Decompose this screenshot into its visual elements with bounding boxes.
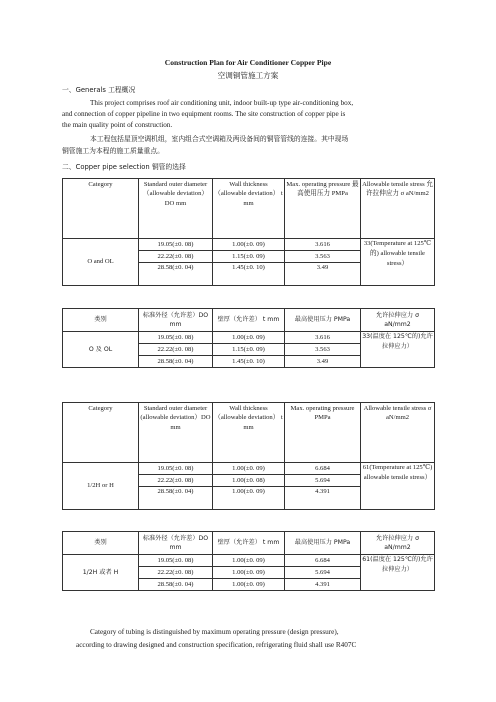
table-cell: 1.15(±0. 09) bbox=[213, 251, 285, 263]
table-header: Standard outer diameter (allowable deviation）DO mm bbox=[139, 403, 213, 463]
paragraph-line: the main quality point of construction. bbox=[62, 121, 173, 129]
table-cell: 1.15(±0. 09) bbox=[213, 344, 285, 356]
table-stress: 61(温度在 125℃的)允许拉伸应力） bbox=[361, 555, 435, 591]
table-header: 允许拉伸应力 σ aN/mm2 bbox=[361, 309, 435, 332]
pipe-table-chinese-h bbox=[62, 531, 435, 591]
table-cell: 1.00(±0. 09) bbox=[213, 567, 285, 579]
table-header: 类别 bbox=[63, 532, 139, 555]
table-cell: 28.58(±0. 04) bbox=[139, 487, 213, 510]
table-cell: 1.00(±0. 08) bbox=[213, 475, 285, 487]
paragraph-line: This project comprises roof air conditioning unit, indoor built-up type air-conditioning box, bbox=[90, 99, 354, 107]
table-cell: 6.684 bbox=[285, 463, 361, 475]
paragraph-line: and connection of copper pipeline in two equipment rooms. The site construction of copper pipe is bbox=[62, 110, 346, 118]
table-header: 标准外径（允许差）DO mm bbox=[139, 532, 213, 555]
table-header: Allowable tensile stress σ aN/mm2 bbox=[361, 403, 435, 463]
footer-text-line: according to drawing designed and construction specification, refrigerating fluid shall use R407C bbox=[76, 641, 357, 649]
table-cell: 22.22(±0. 08) bbox=[139, 251, 213, 263]
document-subtitle: 空调铜管施工方案 bbox=[217, 71, 279, 80]
table-cell: 19.05(±0. 08) bbox=[139, 332, 213, 344]
table-cell: 19.05(±0. 08) bbox=[139, 239, 213, 251]
table-stress: 61(Temperature at 125℃) allowable tensile stress） bbox=[361, 463, 435, 510]
table-header: Category bbox=[63, 179, 139, 239]
table-cell: 5.694 bbox=[285, 475, 361, 487]
table-cell: 3.616 bbox=[285, 332, 361, 344]
table-header: 最高使用压力 PMPa bbox=[285, 309, 361, 332]
pipe-table-chinese-o bbox=[62, 308, 435, 368]
table-header: 允许拉伸应力 σ aN/mm2 bbox=[361, 532, 435, 555]
table-category: O 及 OL bbox=[63, 332, 139, 368]
table-cell: 1.00(±0. 09) bbox=[213, 239, 285, 251]
table-cell: 22.22(±0. 08) bbox=[139, 475, 213, 487]
table-header: 壁厚（允许差） t mm bbox=[213, 532, 285, 555]
table-stress: 33(Temperature at 125℃的) allowable tensile stress） bbox=[361, 239, 435, 286]
table-cell: 3.616 bbox=[285, 239, 361, 251]
table-cell: 4.391 bbox=[285, 487, 361, 510]
table-cell: 1.00(±0. 09) bbox=[213, 579, 285, 591]
table-category: O and OL bbox=[63, 239, 139, 286]
table-cell: 3.49 bbox=[285, 356, 361, 368]
table-cell: 22.22(±0. 08) bbox=[139, 567, 213, 579]
table-cell: 28.58(±0. 04) bbox=[139, 356, 213, 368]
table-category: 1/2H or H bbox=[63, 463, 139, 510]
table-cell: 3.563 bbox=[285, 251, 361, 263]
table-stress: 33(温度在 125℃的)允许拉伸应力） bbox=[361, 332, 435, 368]
table-header: Allowable tensile stress 允许拉伸应力 σ aN/mm2 bbox=[361, 179, 435, 239]
table-cell: 1.00(±0. 09) bbox=[213, 555, 285, 567]
table-cell: 1.00(±0. 09) bbox=[213, 463, 285, 475]
table-header: 最高使用压力 PMPa bbox=[285, 532, 361, 555]
table-cell: 3.49 bbox=[285, 263, 361, 286]
table-category: 1/2H 或者 H bbox=[63, 555, 139, 591]
table-cell: 5.694 bbox=[285, 567, 361, 579]
table-header: Category bbox=[63, 403, 139, 463]
table-cell: 4.391 bbox=[285, 579, 361, 591]
table-cell: 19.05(±0. 08) bbox=[139, 463, 213, 475]
footer-text-line: Category of tubing is distinguished by maximum operating pressure (design pressure), bbox=[90, 628, 339, 636]
table-cell: 1.45(±0. 10) bbox=[213, 263, 285, 286]
section-heading-copper-pipe: 二、Copper pipe selection 铜管的选择 bbox=[62, 163, 186, 171]
table-header: Wall thickness （allowable deviation） t mm bbox=[213, 179, 285, 239]
paragraph-line: 铜管施工为本程的施工质量重点。 bbox=[62, 147, 164, 155]
pipe-table-english-o bbox=[62, 178, 435, 286]
table-header: 标准外径（允许差）DO mm bbox=[139, 309, 213, 332]
table-cell: 19.05(±0. 08) bbox=[139, 555, 213, 567]
document-title: Construction Plan for Air Conditioner Copper Pipe bbox=[164, 58, 332, 67]
table-cell: 3.563 bbox=[285, 344, 361, 356]
table-cell: 1.00(±0. 09) bbox=[213, 487, 285, 510]
table-cell: 6.684 bbox=[285, 555, 361, 567]
table-cell: 1.45(±0. 10) bbox=[213, 356, 285, 368]
table-cell: 28.58(±0. 04) bbox=[139, 579, 213, 591]
table-cell: 22.22(±0. 08) bbox=[139, 344, 213, 356]
paragraph-line: 本工程包括屋顶空调机组，室内组合式空调箱及两设备间的铜管管线的连接。其中现场 bbox=[90, 135, 349, 143]
table-header: Max. operating pressure 最高使用压力 PMPa bbox=[285, 179, 361, 239]
table-cell: 1.00(±0. 09) bbox=[213, 332, 285, 344]
pipe-table-english-h bbox=[62, 402, 435, 510]
section-heading-generals: 一、Generals 工程概况 bbox=[62, 86, 136, 94]
table-header: Wall thickness （allowable deviation） t mm bbox=[213, 403, 285, 463]
table-header: Max. operating pressure PMPa bbox=[285, 403, 361, 463]
table-header: 壁厚（允许差） t mm bbox=[213, 309, 285, 332]
table-header: 类别 bbox=[63, 309, 139, 332]
table-header: Standard outer diameter （allowable deviation）DO mm bbox=[139, 179, 213, 239]
table-cell: 28.58(±0. 04) bbox=[139, 263, 213, 286]
